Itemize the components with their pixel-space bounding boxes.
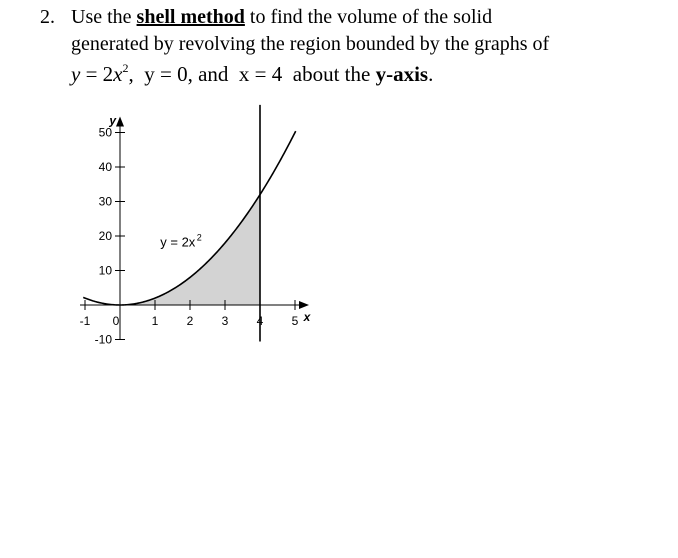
x-axis-label: x: [303, 310, 311, 324]
y-axis-arrow: [116, 117, 124, 127]
x-tick-label: 3: [221, 314, 229, 328]
eq1-var: x: [113, 62, 123, 86]
line1-pre: Use the: [71, 6, 132, 28]
eq1-rhs: = 2: [80, 62, 114, 86]
eq1-exponent: 2: [122, 61, 129, 75]
problem-number: 2.: [40, 6, 55, 28]
shaded-region: [120, 195, 260, 305]
eq3: x = 4: [238, 62, 283, 86]
x-axis-arrow: [299, 301, 309, 309]
y-tick-label: 40: [98, 160, 112, 174]
curve-label-exponent: 2: [196, 232, 202, 243]
period: .: [428, 62, 434, 86]
line1-post: to find the volume of the solid: [249, 6, 493, 28]
x-tick-label: 1: [151, 314, 159, 328]
axis-name: y-axis: [375, 62, 429, 86]
about-text: about the: [292, 62, 371, 86]
problem-line-3: $y = 2x^2$, y = 0, and x = 4 about the y-axis.: [71, 61, 434, 86]
y-tick-label: 20: [98, 229, 112, 243]
y-axis-label: y: [109, 113, 116, 128]
x-tick-label: 5: [291, 314, 299, 328]
y-tick-label: 30: [98, 194, 112, 209]
x-tick-label: 2: [186, 314, 194, 328]
curve-label: y = 2x: [160, 234, 196, 250]
x-tick-label: -1: [79, 314, 91, 328]
y-tick-label: 10: [98, 263, 112, 278]
problem-line-2: generated by revolving the region bounded by the graphs of: [71, 33, 550, 55]
and-text: , and: [187, 62, 229, 86]
eq1-lhs: y: [71, 62, 81, 86]
method-emphasis: shell method: [136, 6, 245, 28]
eq2: y = 0: [144, 62, 188, 86]
y-tick-label: -10: [94, 332, 112, 347]
x-tick-label: 4: [256, 314, 264, 328]
y-tick-label: 50: [98, 125, 112, 140]
x-tick-label: 0: [112, 314, 120, 328]
